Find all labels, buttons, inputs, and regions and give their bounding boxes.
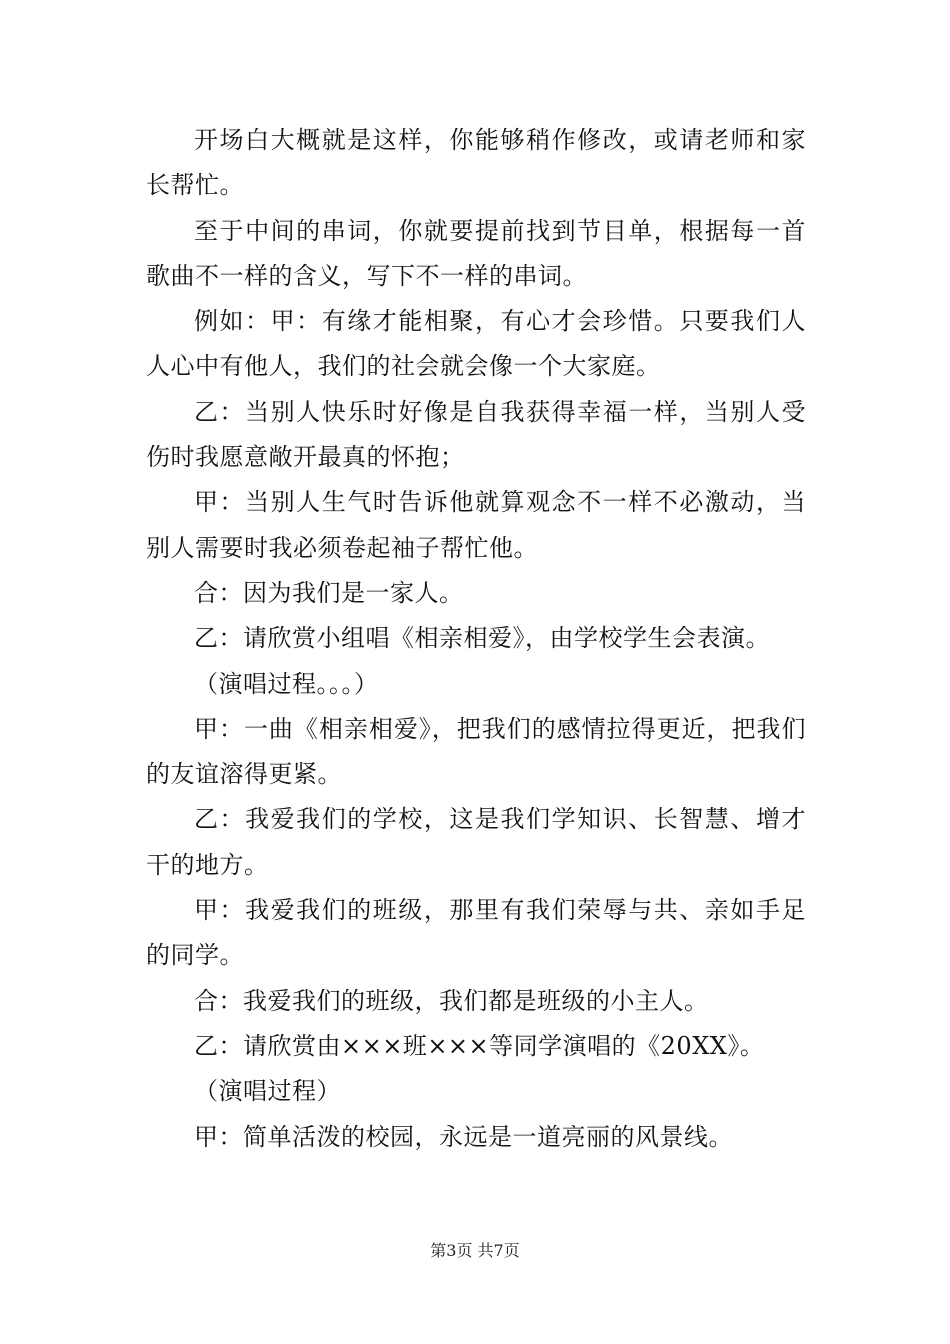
paragraph: 甲：当别人生气时告诉他就算观念不一样不必激动，当别人需要时我必须卷起袖子帮忙他。 [146, 488, 806, 562]
paragraph: 乙：我爱我们的学校，这是我们学知识、长智慧、增才干的地方。 [146, 805, 806, 879]
paragraph: 乙：请欣赏小组唱《相亲相爱》，由学校学生会表演。 [194, 624, 770, 653]
document-body [146, 118, 806, 1160]
paragraph: （演唱过程） [194, 1077, 341, 1106]
paragraph: 合：因为我们是一家人。 [194, 578, 464, 607]
paragraph: 乙：当别人快乐时好像是自我获得幸福一样，当别人受伤时我愿意敞开最真的怀抱； [146, 397, 806, 472]
paragraph: 开场白大概就是这样，你能够稍作修改，或请老师和家长帮忙。 [146, 126, 806, 200]
paragraph: 乙：请欣赏由×××班×××等同学演唱的《20XX》。 [194, 1031, 765, 1060]
paragraph: （演唱过程。。。） [194, 669, 379, 698]
paragraph: 至于中间的串词，你就要提前找到节目单，根据每一首歌曲不一样的含义，写下不一样的串词。 [146, 216, 806, 290]
paragraph: 甲：我爱我们的班级，那里有我们荣辱与共、亲如手足的同学。 [146, 896, 806, 970]
page-number-footer: 第3页 共7页 [430, 1241, 520, 1260]
paragraph: 合：我爱我们的班级，我们都是班级的小主人。 [194, 986, 709, 1015]
paragraph: 例如：甲：有缘才能相聚，有心才会珍惜。只要我们人人心中有他人，我们的社会就会像一个大家庭。 [146, 307, 806, 381]
paragraph: 甲：一曲《相亲相爱》，把我们的感情拉得更近，把我们的友谊溶得更紧。 [146, 714, 806, 789]
paragraph: 甲：简单活泼的校园，永远是一道亮丽的风景线。 [194, 1122, 733, 1151]
